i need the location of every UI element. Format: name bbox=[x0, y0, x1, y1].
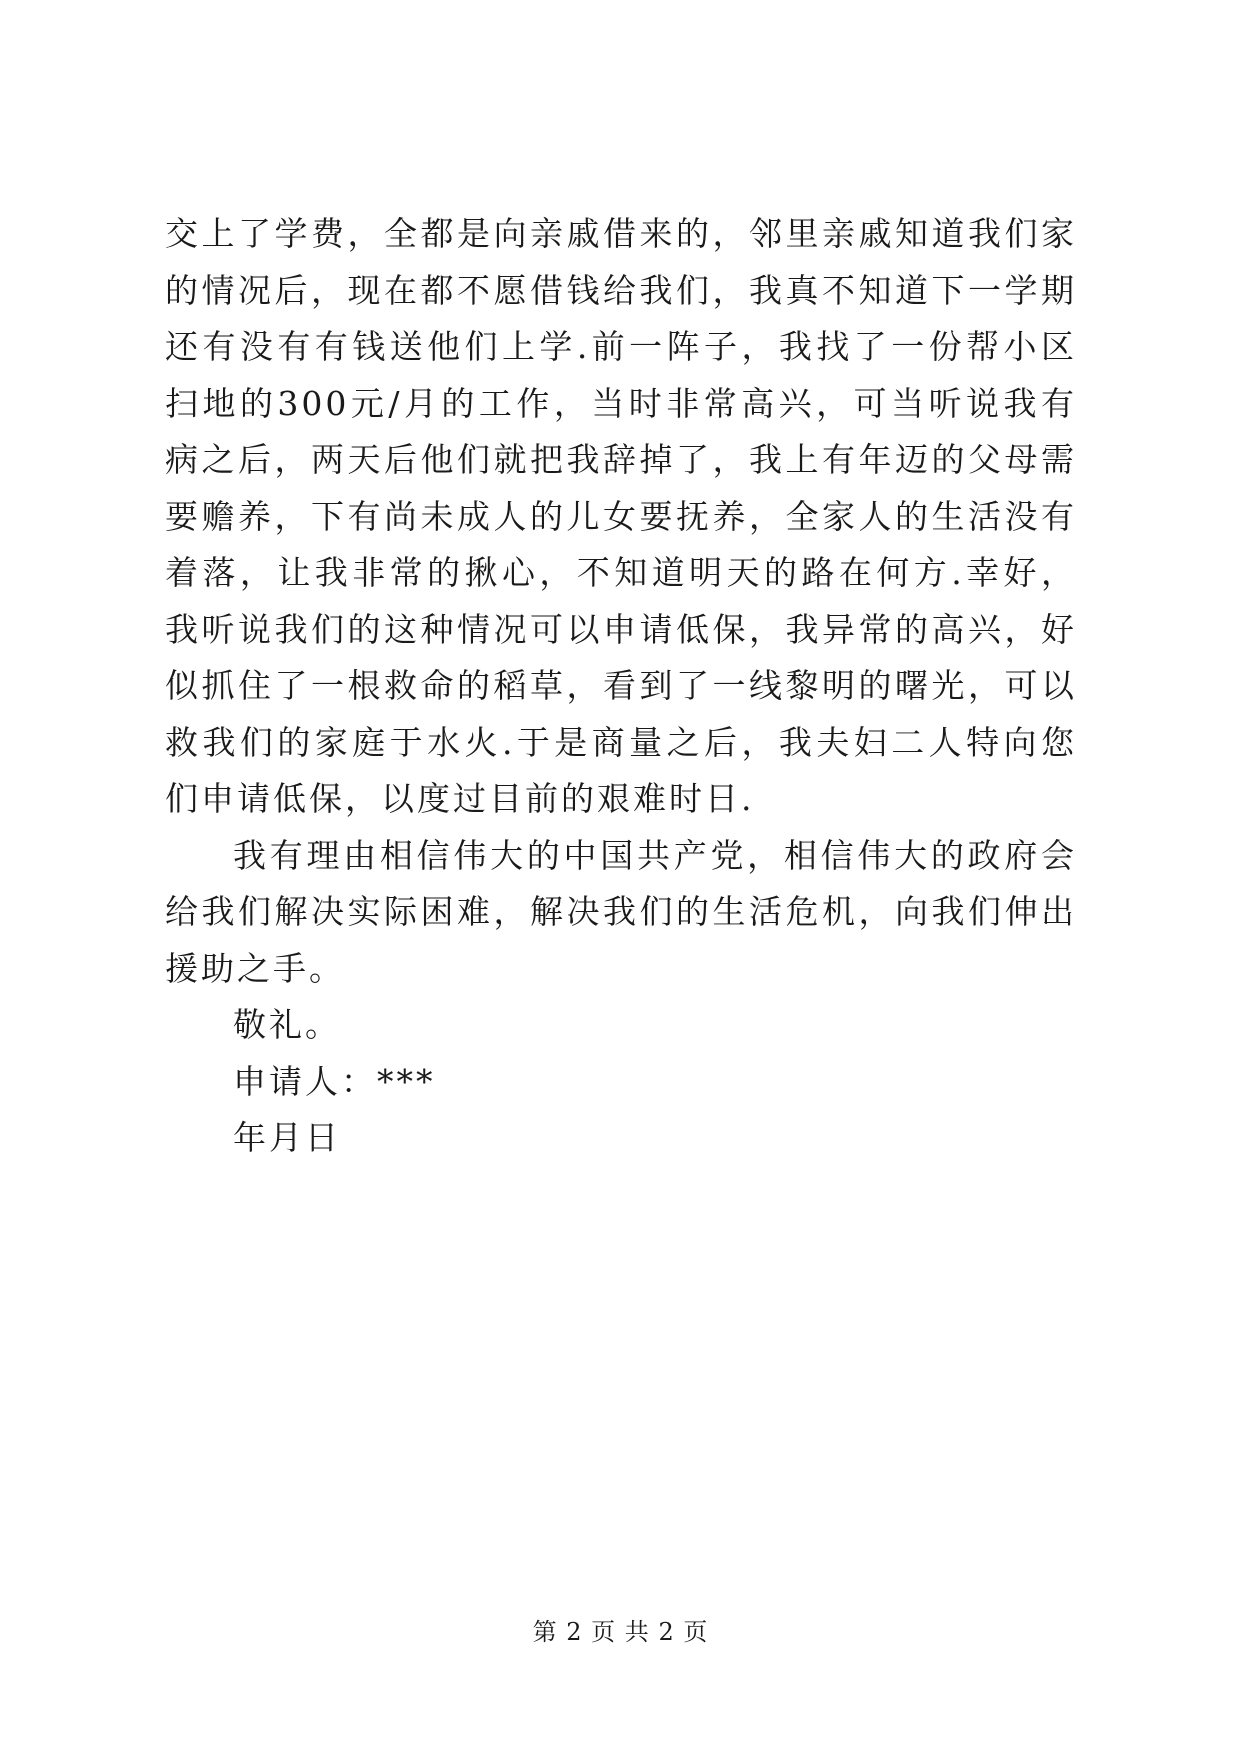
paragraph-trust: 我有理由相信伟大的中国共产党，相信伟大的政府会给我们解决实际困难，解决我们的生活危机，向我们伸出援助之手。 bbox=[165, 835, 1077, 988]
paragraph-continuation: 交上了学费，全都是向亲戚借来的，邻里亲戚知道我们家的情况后，现在都不愿借钱给我们，我真不知道下一学期还有没有有钱送他们上学.前一阵子，我找了一份帮小区扫地的300元/月的工作，当时非常高兴，可当听说我有病之后，两天后他们就把我辞掉了，我上有年迈的父母需要赡养，下有尚未成人的儿女要抚养，全家人的生活没有着落，让我非常的揪心，不知道明天的路在何方.幸好，我听说我们的这种情况可以申请低保，我异常的高兴，好似抓住了一根救命的稻草，看到了一线黎明的曙光，可以救我们的家庭于水火.于是商量之后，我夫妇二人特向您们申请低保，以度过目前的艰难时日. bbox=[165, 214, 1077, 818]
page-footer: 第 2 页 共 2 页 bbox=[532, 1618, 709, 1646]
applicant-line: 申请人：*** bbox=[233, 1061, 436, 1101]
date-line: 年月日 bbox=[233, 1118, 341, 1157]
letter-body bbox=[165, 206, 1077, 1167]
closing-salutation: 敬礼。 bbox=[233, 1005, 341, 1044]
